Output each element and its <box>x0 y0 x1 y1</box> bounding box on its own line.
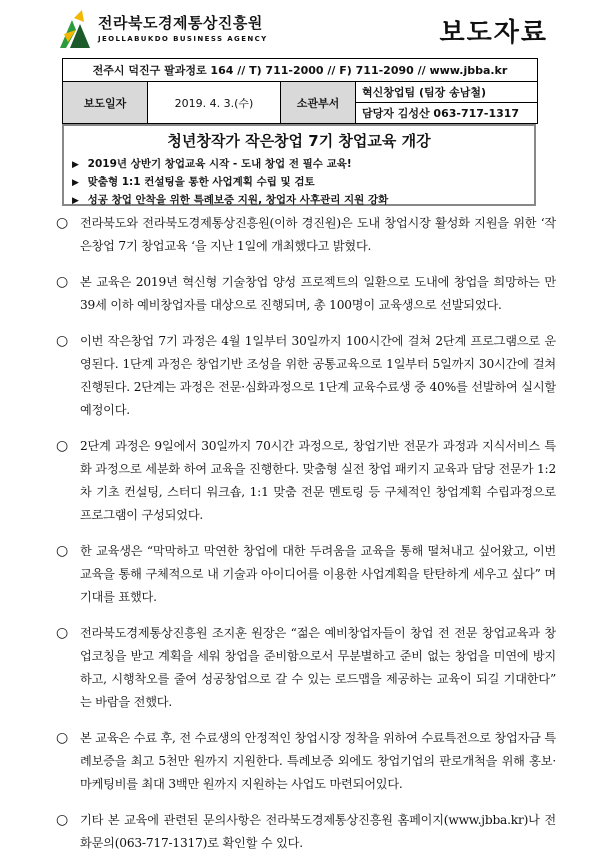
circle-bullet-icon: ○ <box>56 543 69 559</box>
paragraph-text: 전라북도경제통상진흥원 조지훈 원장은 “젊은 예비창업자들이 창업 전 전문 창업교육과 창업코칭을 받고 계획을 세워 창업을 준비함으로서 무분별하고 준비 없는 창업을 미연에 방지하고, 시행착오를 줄여 성공창업으로 갈 수 있는 로드맵을 제공하는 교육이 되길 기대한다” 는 바람을 전했다. <box>80 626 556 709</box>
paragraph-text: 본 교육은 수료 후, 전 수료생의 안정적인 창업시장 정착을 위하여 수료특전으로 창업자금 특례보증을 최고 5천만 원까지 지원한다. 특례보증 외에도 창업기업의 판로개척을 위해 홍보·마케팅비를 최대 3백만 원까지 지원하는 사업도 마련되어있다. <box>80 731 556 791</box>
circle-bullet-icon: ○ <box>56 730 69 746</box>
info-table <box>62 58 538 124</box>
sub-headline-text: 2019년 상반기 창업교육 시작 - 도내 창업 전 필수 교육! <box>87 158 352 170</box>
triangle-bullet-icon: ▶ <box>72 178 79 188</box>
article-body <box>56 212 556 868</box>
doc-type-title: 보도자료 <box>439 18 548 48</box>
sub-headline <box>72 155 526 173</box>
circle-bullet-icon: ○ <box>56 333 69 349</box>
sub-headline-text: 성공 창업 안착을 위한 특례보증 지원, 창업자 사후관리 지원 강화 <box>87 194 389 206</box>
paragraph-text: 이번 작은창업 7기 과정은 4월 1일부터 30일까지 100시간에 걸쳐 2단계 프로그램으로 운영된다. 1단계 과정은 창업기반 조성을 위한 공통교육으로 1일부터 5일까지 30시간에 걸쳐 진행된다. 2단계는 과정은 전문·심화과정으로 1단계 교육수료생 중 40%를 선발하여 실시할 예정이다. <box>80 334 556 417</box>
triangle-bullet-icon: ▶ <box>72 160 79 170</box>
paragraph-text: 전라북도와 전라북도경제통상진흥원(이하 경진원)은 도내 창업시장 활성화 지원을 위한 ‘작은창업 7기 창업교육 ‘을 지난 1일에 개최했다고 밝혔다. <box>80 216 556 253</box>
body-paragraph <box>56 330 556 422</box>
address-line: 전주시 덕진구 팔과정로 164 // T) 711-2000 // F) 711-2090 // www.jbba.kr <box>63 59 538 82</box>
circle-bullet-icon: ○ <box>56 812 69 828</box>
org-name-kr: 전라북도경제통상진흥원 <box>98 14 263 32</box>
body-paragraph <box>56 622 556 714</box>
body-paragraph <box>56 727 556 796</box>
release-date: 2019. 4. 3.(수) <box>148 82 281 124</box>
body-paragraph <box>56 540 556 609</box>
sub-headline-text: 맞춤형 1:1 컨설팅을 통한 사업계획 수립 및 검토 <box>87 176 315 188</box>
date-label: 보도일자 <box>63 82 148 124</box>
triangle-bullet-icon: ▶ <box>72 196 79 206</box>
paragraph-text: 2단계 과정은 9일에서 30일까지 70시간 과정으로, 창업기반 전문가 과정과 지식서비스 특화 과정으로 세분화 하여 교육을 진행한다. 맞춤형 실전 창업 패키지 교육과 담당 전문가 1:2차 기초 컨설팅, 스터디 워크숍, 1:1 맞춤 전문 멘토링 등 구체적인 창업계획 수립과정으로 프로그램이 구성되었다. <box>80 439 556 522</box>
circle-bullet-icon: ○ <box>56 438 69 454</box>
paragraph-text: 기타 본 교육에 관련된 문의사항은 전라북도경제통상진흥원 홈페이지(www.jbba.kr)나 전화문의(063-717-1317)로 확인할 수 있다. <box>80 813 556 850</box>
circle-bullet-icon: ○ <box>56 274 69 290</box>
org-name-en: JEOLLABUKDO BUSINESS AGENCY <box>98 35 268 43</box>
circle-bullet-icon: ○ <box>56 215 69 231</box>
circle-bullet-icon: ○ <box>56 625 69 641</box>
body-paragraph <box>56 212 556 258</box>
headline-title: 청년창작가 작은창업 7기 창업교육 개강 <box>167 132 431 150</box>
letterhead <box>58 6 548 56</box>
dept-contact: 담당자 김성산 063-717-1317 <box>356 103 538 124</box>
sub-headline <box>72 191 526 209</box>
headline-box <box>62 124 536 206</box>
sub-headline <box>72 173 526 191</box>
dept-label: 소관부서 <box>281 82 356 124</box>
dept-team: 혁신창업팀 (팀장 송남철) <box>356 82 538 103</box>
body-paragraph <box>56 435 556 527</box>
paragraph-text: 본 교육은 2019년 혁신형 기술창업 양성 프로젝트의 일환으로 도내에 창업을 희망하는 만 39세 이하 예비창업자를 대상으로 진행되며, 총 100명이 교육생으로 선발되었다. <box>80 275 556 312</box>
agency-logo-icon <box>58 8 92 50</box>
body-paragraph <box>56 809 556 855</box>
paragraph-text: 한 교육생은 “막막하고 막연한 창업에 대한 두려움을 교육을 통해 떨쳐내고 싶어왔고, 이번 교육을 통해 구체적으로 내 기술과 아이디어를 이용한 사업계획을 탄탄하게 세우고 싶다” 며 기대를 표했다. <box>80 544 556 604</box>
body-paragraph <box>56 271 556 317</box>
